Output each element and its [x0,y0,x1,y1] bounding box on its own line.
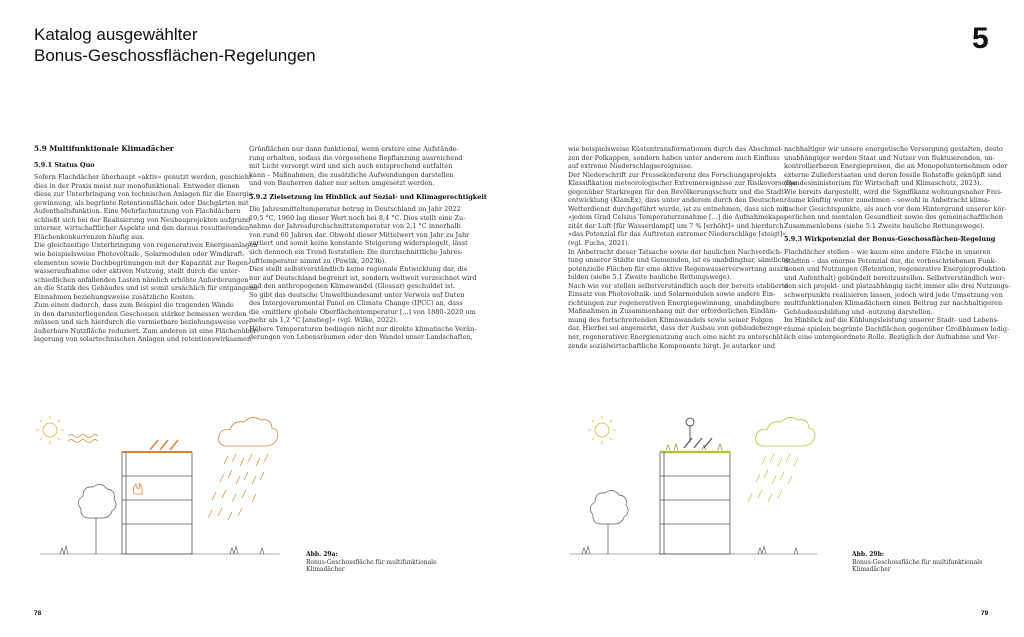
page-title [34,24,534,66]
text-line: des Intergovernmental Panel on Climate Change (IPCC) an, dass [249,299,463,308]
solar-panel-icon [684,438,712,448]
text-line: variiert und somit keine konstante Steigerung widerspiegelt, lässt [249,239,468,248]
text-line: sich dennoch ein Trend feststellen: Die durchschnittliche Jahres- [249,248,464,257]
text-line: wasseraufnahme oder aktiven Nutzung, stellt durch die unter- [34,267,241,276]
text-line: perlichen und mentalen Gesundheit sowie des gemeinschaftlichen [784,213,1003,222]
text-line: und Aufenthalt) gebündelt bereitzustellen. Selbstverständlich wer- [784,273,1005,282]
storm-cloud-icon [219,417,278,446]
text-line: gewinnung, als begrünte Retentionsflächen oder Dachgärten mit [34,198,249,207]
text-line: In Anbetracht dieser Tatsache sowie der baulichen Nachverdich- [568,247,783,256]
text-line: nur auf Deutschland begrenzt ist, sondern weltweit verzeichnet wird [249,273,477,282]
text-line: äußerbare Nutzfläche reduziert. Zum anderen ist eine Flächenüber- [34,326,259,335]
tree-icon [78,484,116,554]
text-line: auf extreme Niederschlagsereignisse. [568,162,693,171]
caption-text: Klimadächer [306,566,345,574]
sun-icon [36,416,64,444]
text-column-2 [249,145,487,342]
text-line: wie beispielsweise Photovoltaik-, Solarmodulen oder Windkraft- [34,250,245,259]
text-line: und von Bauherren daher nur selten umgesetzt werden. [249,179,435,188]
text-line: in den darunterliegenden Geschossen stärker bemessen werden [34,309,247,318]
text-line: »das Potenzial für das Auftreten extremer Niederschläge [steigt]« [568,230,787,239]
section-heading: 5.9 Multifunktionale Klimadächer [34,144,174,153]
caption-text: Bonus-Geschossfläche für multifunktionale [852,558,983,566]
text-column-4 [784,145,1010,342]
text-line: lagerung von solartechnischen Anlagen und retentionswirksamen [34,335,252,344]
text-line: an die Statik des Gebäudes und ist somit ursächlich für entgangene [34,284,258,293]
text-line: Im Hinblick auf die Kühlungsleistung unserer Stadt- und Lebens- [784,316,1000,325]
text-line: lufttemperatur nimmt zu (Pawlik, 2023b). [249,256,387,265]
text-column-3 [568,145,797,350]
text-line: diese zur Unterbringung von technischen Anlagen für die Energie- [34,190,255,199]
text-line: Zusammenlebens (siehe 5.1 Zweite bauliche Rettungswege). [784,221,985,230]
cloud-icon [756,417,815,446]
rain-icon [208,454,268,520]
text-line: ner, regenerativer Energienutzung auch eine nicht zu unterschät- [568,333,786,342]
text-line: Zum einen dadurch, dass zum Beispiel die tragenden Wände [34,301,234,310]
text-line: entwicklung (KlamEx), dass unter anderem durch den Deutschen [568,196,784,205]
text-line: müssen und sich hierdurch die vermietbare beziehungsweise ver- [34,318,252,327]
text-line: kann – Maßnahmen, die zusätzliche Aufwendungen darstellen [249,170,454,179]
illustration-29a [30,408,292,568]
text-line: »jedem Grad Celsius Temperaturzunahme [...] die Aufnahmekapa- [568,213,787,222]
figure-caption-29a [306,551,437,574]
text-line: Flachdächer stellen – wie kaum eine andere Fläche in unseren [784,248,991,257]
chapter-number: 5 [972,22,989,55]
text-line: So gibt das deutsche Umweltbundesamt unter Verweis auf Daten [249,290,465,299]
text-line: die »mittlere globale Oberflächentemperatur [...] von 1880–2020 um [249,307,476,316]
text-line: räume spielen begrünte Dachflächen gegenüber Großbäumen ledig- [784,324,1010,333]
caption-text: Klimadächer [852,566,891,574]
text-line: zende sozialwirtschaftliche Komponente birgt. Je autarker und [568,341,776,350]
text-line: wie beispielsweise Küstentransformationen durch das Abschmel- [568,145,783,153]
text-line: und den anthropogenen Klimawandel (Glossar) geschuldet ist. [249,282,456,291]
rain-icon [748,454,798,502]
text-line: Grünflächen nur dann funktional, wenn erstere eine Aufstände- [249,145,459,153]
solar-panel-icon [150,440,178,450]
text-line: Sofern Flachdächer überhaupt »aktiv« genutzt werden, geschieht [34,173,252,182]
text-line: schwerpunkte realisieren lassen, jedoch wird jede Umsetzung von [784,290,1003,299]
title-line-2: Bonus-Geschossflächen-Regelungen [34,46,316,65]
text-line: Einnahmen beziehungsweise zusätzliche Kosten. [34,292,196,301]
tree-icon [590,490,628,554]
building [660,452,730,554]
text-line: mung des fortschreitenden Klimawandels sowie seiner Folgen [568,315,774,324]
text-line: mehr als 1,2 °C [anstieg]« (vgl. Wilke, 2022). [249,316,398,325]
text-line: nachhaltiger wir unsere energetische Versorgung gestalten, desto [784,145,1003,153]
title-line-1: Katalog ausgewählter [34,25,198,44]
text-line: Maßnahmen in Zusammenhang mit der erforderlichen Eindäm- [568,307,778,316]
text-line: schiedlichen anfallenden Lasten nämlich erhöhte Anforderungen [34,275,249,284]
text-line: unabhängiger werden Staat und Nutzer von fluktuierenden, un- [784,153,995,162]
caption-title: Abb. 29b: [852,551,884,558]
text-line: Flächenkonkurrenzen häufig aus. [34,232,145,241]
text-line: Nach wie vor stellen selbstverständlich auch der bereits etablierte [568,281,789,290]
caption-text: Bonus-Geschossfläche für multifunktionale [306,558,437,566]
text-line: derungen von Lebensräumen oder den Wandel unser Landschaften, [249,333,473,342]
text-line: gegenüber Starkregen für den Bevölkerungsschutz und die Stadt- [568,187,786,196]
page-number-right: 79 [981,610,989,617]
text-line: bilden (siehe 5.1 Zweite bauliche Rettungswege). [568,273,732,282]
text-line: von rund 60 Jahren dar. Obwohl dieser Mittelwert von Jahr zu Jahr [249,230,470,239]
text-line: Der Niederschrift zur Pressekonferenz des Forschungsprojekts [568,170,777,179]
text-line: (Bundesministerium für Wirtschaft und Klimaschutz, 2023). [784,179,982,188]
text-line: Aufenthaltsfunktion. Eine Mehrfachnutzung von Flachdächern [34,207,241,216]
text-line: dar. Hierbei sei angemerkt, dass der Ausbau von gebäudebezoge- [568,324,785,333]
text-line: Höhere Temperaturen bedingen nicht nur direkte klimatische Verän- [249,324,477,333]
text-line: Gebäudeausbildung und -nutzung darstellen. [784,307,933,316]
text-line: Städten – das enorme Potenzial dar, die vorbeschriebenen Funk- [784,256,997,265]
text-line: dies in der Praxis meist nur monofunktional: Entweder dienen [34,181,240,190]
text-line: zität der Luft [für Wasserdampf] um 7 % [erhöht]« und hierdurch [568,221,784,230]
section-heading: 5.9.3 Wirkpotenzial der Bonus-Geschossflächen-Regelung [784,235,996,244]
text-line: räume künftig weiter zunehmen – sowohl in Anbetracht klima- [784,196,991,205]
text-line: mit Licht versorgt wird und sich auch entsprechend entfalten [249,162,453,171]
green-roof-plants-icon [666,444,722,450]
text-line: Klassifikation meteorologischer Extremereignisse zur Risikovorsorge [568,179,797,188]
text-line: nahme der Jahresdurchschnittstemperatur von 2,1 °C innerhalb [249,222,461,231]
section-heading: 5.9.1 Status Quo [34,160,95,169]
text-line: tionen und Nutzungen (Retention, regenerative Energieproduktion [784,265,1006,274]
figure-caption-29b [852,551,983,574]
text-line: (vgl. Fuchs, 2021). [568,239,630,248]
text-line: multifunktionalen Klimadächern einen Beitrag zur nachhaltigeren [784,299,1003,308]
building [122,452,192,554]
text-line: richtungen zur regenerativen Energiegewinnung, unabdingbare [568,298,781,307]
text-line: den sich projekt- und platzabhängig nicht immer alle drei Nutzungs- [784,282,1011,291]
text-line: 10,5 °C, 1960 lag dieser Wert noch bei 8,4 °C. Dies stellt eine Zu- [249,213,466,222]
text-line: elementen sowie Dachbegrünungen mit der Kapazität zur Regen- [34,258,251,267]
text-line: externe Zulieferstaaten und deren fossile Rohstoffe geknüpft sind [784,170,1002,179]
text-line: interner, wirtschaftlicher Aspekte und den daraus resultierenden [34,224,250,233]
illustration-29b [562,408,827,568]
wind-turbine-icon [686,418,694,442]
text-line: Wetterdienst durchgeführt wurde, ist zu entnehmen, dass sich mit [568,204,788,213]
section-heading: 5.9.2 Zielsetzung im Hinblick auf Sozial- und Klimagerechtigkeit [249,192,487,201]
text-line: Dies stellt selbstverständlich keine regionale Entwicklung dar, die [249,265,468,274]
text-line: potenzielle Flächen für eine aktive Regenwasserverwertung auszu- [568,264,790,273]
text-line: zen der Polkappen, sondern haben unter anderem auch Einfluss [568,153,780,162]
text-line: schließt sich bei der Realisierung von Neubauprojekten aufgrund [34,215,251,224]
heat-wave-icon [68,435,98,443]
caption-title: Abb. 29a: [306,551,338,558]
text-line: rung erhalten, sodass die vorgesehene Bepflanzung ausreichend [249,153,463,162]
text-column-1 [34,145,259,344]
text-line: Die gleichzeitige Unterbringung von regenerativen Energieanlagen [34,241,258,250]
page-number-left: 78 [34,610,42,617]
text-line: Wie bereits dargestellt, wird die Signifikanz wohnungsnaher Frei- [784,187,1003,196]
text-line: Die Jahresmitteltemperatur betrug in Deutschland im Jahr 2022 [249,205,461,214]
text-line: tischer Gesichtspunkte, als auch vor dem Hintergrund unserer kör- [784,204,1007,213]
sun-icon [588,416,616,444]
text-line: lich eine untergeordnete Rolle. Bezüglich der Aufnahme und Ver- [784,333,1000,342]
text-line: tung unserer Städte und Gemeinden, ist es unabdingbar, sämtliche [568,256,790,265]
text-line: kontrollierbaren Energiepreisen, die an Monopolunternehmen oder [784,162,1008,171]
text-line: Einsatz von Photovoltaik- und Solarmodulen sowie andere Ein- [568,290,776,299]
